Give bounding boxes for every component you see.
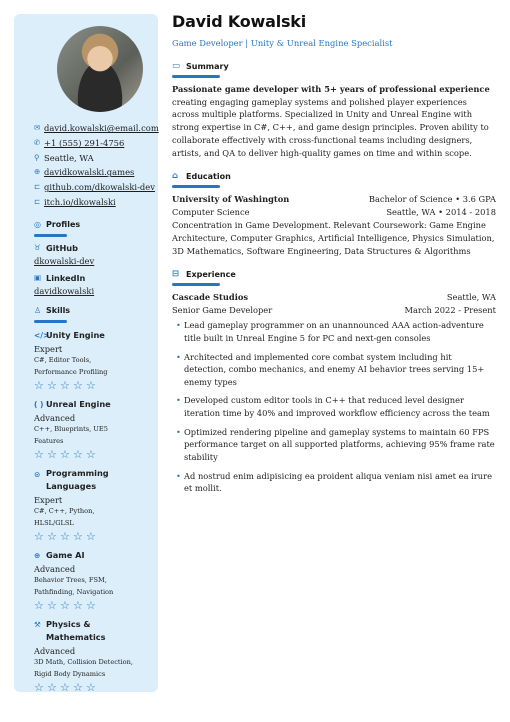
github-icon: ♉ [34, 243, 41, 253]
chat-icon: ◎ [34, 219, 41, 229]
skill-level: Expert [34, 343, 63, 354]
star-icon: ☆ [34, 598, 44, 612]
contact-website[interactable] [34, 166, 148, 179]
skill-item [34, 329, 148, 393]
graduation-cap-icon: ⌂ [172, 171, 179, 182]
skill-rating [34, 598, 148, 613]
summary-text [172, 83, 496, 159]
star-icon: ☆ [73, 378, 83, 392]
globe-icon: ⊕ [34, 167, 41, 177]
sidebar [14, 14, 158, 692]
summary-section [172, 61, 496, 159]
contact-phone-text[interactable]: +1 (555) 291-4756 [44, 137, 125, 148]
star-icon: ☆ [60, 598, 70, 612]
summary-heading-text: Summary [186, 61, 229, 71]
experience-heading [172, 269, 496, 279]
skill-rating [34, 378, 148, 393]
profile-photo [57, 26, 143, 112]
star-icon: ☆ [34, 529, 44, 543]
star-icon: ☆ [73, 680, 83, 694]
candidate-name: David Kowalski [172, 12, 307, 31]
star-icon: ☆ [47, 378, 57, 392]
section-rule [172, 185, 220, 188]
skill-name: Game AI [46, 549, 85, 560]
skills-heading [34, 306, 148, 315]
experience-heading-text: Experience [186, 269, 236, 279]
experience-bullet: • Optimized rendering pipeline and gameplay systems to maintain 60 FPS performance target on all supported platforms, achieving 95% frame rate stability [172, 426, 496, 464]
skill-item [34, 398, 148, 462]
summary-body: creating engaging gameplay systems and polished player experiences across multiple platforms. Specialized in Unity and Unreal Engine with strong expertise in C#, C++, and game design principles. Proven ability to collaborate effectively with cross-functional teams including designers, artists, and QA to deliver high-quality games on time and within scope. [172, 96, 489, 158]
star-icon: ☆ [60, 447, 70, 461]
experience-bullets [172, 319, 496, 495]
experience-company: Cascade Studios [172, 292, 249, 303]
star-icon: ☆ [73, 447, 83, 461]
star-icon: ☆ [47, 447, 57, 461]
skill-item [34, 549, 148, 613]
star-icon: ☆ [60, 680, 70, 694]
section-rule [34, 320, 67, 323]
experience-bullet: • Lead gameplay programmer on an unannounced AAA action-adventure title built in Unreal Engine 5 for PC and next-gen consoles [172, 319, 496, 344]
contact-location-text: Seattle, WA [44, 152, 94, 163]
contact-website-text[interactable]: davidkowalski.games [44, 167, 135, 178]
star-icon: ☆ [86, 447, 96, 461]
skill-level: Advanced [34, 563, 76, 574]
contact-itch-text[interactable]: itch.io/dkowalski [44, 196, 116, 207]
profile-linkedin [34, 273, 148, 296]
experience-role: Senior Game Developer [172, 305, 273, 316]
skill-keywords: C++, Blueprints, UE5 Features [34, 424, 108, 445]
section-rule [34, 234, 67, 237]
star-icon: ☆ [86, 529, 96, 543]
phone-icon: ✆ [34, 137, 41, 147]
experience-bullet: • Ad nostrud enim adipisicing ea proident aliqua veniam nisi amet ea irure et mollit. [172, 470, 496, 495]
profile-network: GitHub [46, 242, 78, 253]
star-icon: ☆ [73, 598, 83, 612]
skills-heading-text: Skills [46, 305, 71, 315]
skill-name: Physics & Mathematics [46, 618, 106, 642]
experience-dates: March 2022 - Present [404, 305, 496, 316]
summary-heading [172, 61, 496, 71]
skill-rating [34, 529, 148, 544]
skill-item [34, 467, 148, 544]
skill-level: Advanced [34, 645, 76, 656]
experience-location: Seattle, WA [446, 292, 496, 303]
profile-github [34, 243, 148, 266]
contact-github[interactable] [34, 181, 155, 194]
education-field: Computer Science [172, 207, 250, 218]
star-icon: ☆ [86, 378, 96, 392]
email-icon: ✉ [34, 123, 41, 133]
contact-email-text[interactable]: david.kowalski@email.com [44, 123, 159, 134]
star-icon: ☆ [60, 378, 70, 392]
skill-name: Unreal Engine [46, 398, 111, 409]
contact-list [34, 122, 159, 208]
braces-icon: ( ) [34, 399, 44, 409]
skill-keywords: Behavior Trees, FSM, Pathfinding, Navigation [34, 575, 114, 596]
skill-rating [34, 680, 148, 695]
star-icon: ☆ [34, 378, 44, 392]
contact-phone[interactable] [34, 137, 148, 150]
education-location-dates: Seattle, WA • 2014 - 2018 [386, 207, 496, 218]
profile-username-link[interactable]: davidkowalski [34, 285, 95, 296]
linkedin-icon: ▣ [34, 273, 42, 283]
profiles-heading-text: Profiles [46, 219, 81, 229]
skill-keywords: 3D Math, Collision Detection, Rigid Body Dynamics [34, 657, 133, 678]
star-icon: ☆ [86, 598, 96, 612]
star-icon: ☆ [73, 529, 83, 543]
location-icon: ⚲ [34, 152, 40, 162]
profiles-heading [34, 220, 148, 229]
skill-name: Unity Engine [46, 329, 105, 340]
briefcase-icon: ⊟ [172, 269, 180, 280]
profile-username-link[interactable]: dkowalski-dev [34, 255, 95, 266]
contact-location [34, 151, 148, 164]
education-heading [172, 171, 496, 181]
star-icon: ☆ [47, 598, 57, 612]
star-icon: ☆ [60, 529, 70, 543]
skill-keywords: C#, Editor Tools, Performance Profiling [34, 355, 108, 376]
experience-section [172, 269, 496, 495]
profile-network: LinkedIn [46, 272, 86, 283]
link-icon: ⊏ [34, 196, 41, 206]
contact-github-text[interactable]: github.com/dkowalski-dev [44, 182, 155, 192]
star-icon: ☆ [86, 680, 96, 694]
skill-rating [34, 447, 148, 462]
link-icon: ⊏ [34, 182, 41, 191]
education-section [172, 171, 496, 257]
skill-name: Programming Languages [46, 467, 109, 491]
experience-bullet: • Architected and implemented core combat system including hit detection, combo mechanics, and enemy AI behavior trees serving 15+ enemy types [172, 351, 496, 389]
education-heading-text: Education [186, 171, 231, 181]
star-icon: ☆ [47, 680, 57, 694]
main-content [172, 12, 496, 501]
section-rule [172, 283, 220, 286]
experience-bullet: • Developed custom editor tools in C++ that reduced level designer iteration time by 40% and improved workflow efficiency across the team [172, 394, 496, 419]
education-institution: University of Washington [172, 194, 290, 205]
section-rule [172, 75, 220, 78]
contact-email[interactable] [34, 122, 159, 135]
education-details: Concentration in Game Development. Relevant Coursework: Game Engine Architecture, Computer Graphics, Artificial Intelligence, Physics Simulation, 3D Mathematics, Software Engineering, Data Structures & Algorithms [172, 220, 495, 256]
network-icon: ⊕ [34, 550, 41, 560]
cpu-icon: ⊙ [34, 469, 41, 479]
code-icon: </> [34, 330, 50, 340]
person-icon: ♙ [34, 305, 42, 315]
skill-level: Advanced [34, 412, 76, 423]
skills-section [34, 306, 148, 695]
star-icon: ☆ [34, 680, 44, 694]
tool-icon: ⚒ [34, 619, 41, 629]
star-icon: ☆ [34, 447, 44, 461]
document-icon: ▭ [172, 61, 181, 71]
skill-keywords: C#, C++, Python, HLSL/GLSL [34, 506, 95, 527]
summary-lead: Passionate game developer with 5+ years of professional experience [172, 84, 490, 94]
contact-itch[interactable] [34, 195, 148, 208]
profiles-section [34, 220, 148, 296]
candidate-title: Game Developer | Unity & Unreal Engine Specialist [172, 38, 393, 48]
skill-level: Expert [34, 494, 63, 505]
star-icon: ☆ [47, 529, 57, 543]
skill-item [34, 618, 148, 695]
education-degree: Bachelor of Science • 3.6 GPA [368, 194, 496, 205]
